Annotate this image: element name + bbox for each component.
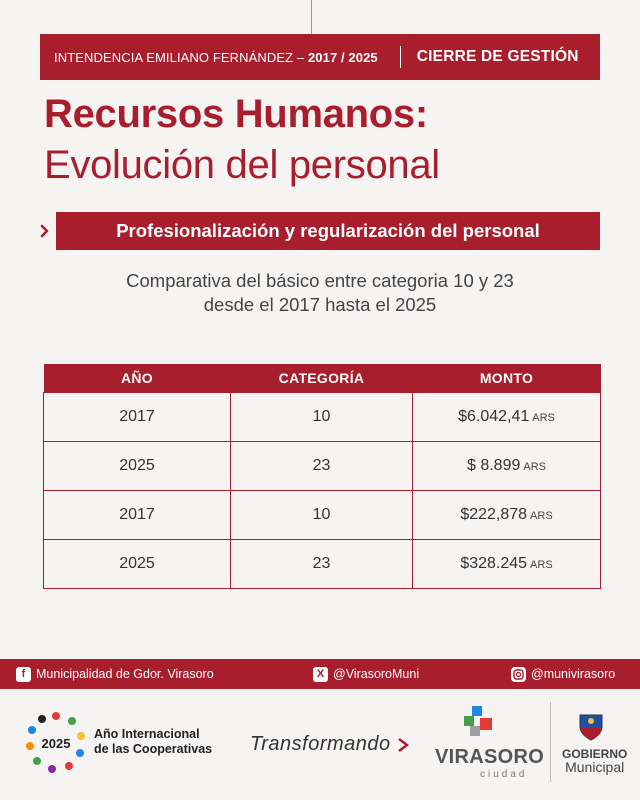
amount-value: $222,878 (460, 505, 528, 523)
virasoro-logo (458, 704, 504, 746)
table-header-row (44, 364, 601, 392)
table-row (44, 539, 601, 588)
social-bar (0, 659, 640, 689)
currency-label: ARS (523, 460, 546, 473)
virasoro-subtitle: ciudad (480, 769, 528, 780)
coop-line-2: de las Cooperativas (94, 742, 213, 756)
cell-amount (413, 539, 601, 588)
table-row (44, 490, 601, 539)
x-handle: @VirasoroMuni (333, 667, 420, 681)
header-bar (40, 34, 600, 80)
x-icon: X (313, 667, 328, 682)
cell-category: 10 (231, 392, 413, 441)
page-title: Recursos Humanos: (44, 92, 428, 136)
gob-line-2: Municipal (565, 759, 625, 775)
currency-label: ARS (530, 558, 553, 571)
facebook-icon: f (16, 667, 31, 682)
facebook-handle: Municipalidad de Gdor. Virasoro (36, 667, 214, 681)
table-row (44, 392, 601, 441)
cell-category: 23 (231, 441, 413, 490)
slogan: Transformando (250, 733, 391, 755)
header-label: CIERRE DE GESTIÓN (416, 48, 579, 65)
top-divider-line (311, 0, 312, 34)
description (40, 269, 600, 317)
gobierno-municipal-label (562, 748, 627, 774)
cell-category: 23 (231, 539, 413, 588)
description-line-1: Comparativa del básico entre categoria 10 y 23 (126, 270, 514, 291)
description-line-2: desde el 2017 hasta el 2025 (203, 294, 437, 315)
amount-value: $328.245 (460, 554, 528, 572)
table-row (44, 441, 601, 490)
salary-table (43, 364, 601, 589)
cell-amount (413, 441, 601, 490)
currency-label: ARS (530, 509, 553, 522)
section-heading: Profesionalización y regularización del personal (56, 212, 600, 250)
chevron-right-icon (40, 224, 50, 238)
cell-amount (413, 392, 601, 441)
cell-year: 2017 (44, 392, 231, 441)
footer (0, 690, 640, 800)
header-divider (400, 46, 401, 68)
salary-table-container (43, 364, 600, 589)
slogan-accent-icon (397, 737, 411, 753)
coop-line-1: Año Internacional (94, 727, 200, 741)
currency-label: ARS (532, 411, 555, 424)
page-subtitle: Evolución del personal (44, 143, 440, 187)
cell-amount (413, 490, 601, 539)
coop-year: 2025 (41, 736, 71, 751)
cooperatives-logo (24, 710, 88, 774)
municipal-shield-icon (578, 712, 604, 742)
footer-divider (550, 702, 551, 782)
cell-category: 10 (231, 490, 413, 539)
cell-year: 2025 (44, 441, 231, 490)
cell-year: 2017 (44, 490, 231, 539)
social-instagram[interactable] (511, 667, 615, 682)
header-org-text: INTENDENCIA EMILIANO FERNÁNDEZ – (54, 49, 305, 65)
virasoro-wordmark: VIRASORO (435, 746, 545, 768)
coop-caption (94, 727, 212, 757)
header-years: 2017 / 2025 (307, 49, 378, 65)
social-facebook[interactable] (16, 667, 214, 682)
column-header-amount: MONTO (413, 364, 601, 392)
instagram-handle: @munivirasoro (531, 667, 616, 681)
amount-value: $6.042,41 (458, 407, 530, 425)
social-x[interactable] (313, 667, 419, 682)
gob-line-1: GOBIERNO (562, 747, 628, 761)
instagram-icon (511, 667, 526, 682)
column-header-year: AÑO (44, 364, 231, 392)
header-org (54, 50, 378, 65)
amount-value: $ 8.899 (466, 456, 521, 474)
column-header-category: CATEGORÍA (231, 364, 413, 392)
cell-year: 2025 (44, 539, 231, 588)
